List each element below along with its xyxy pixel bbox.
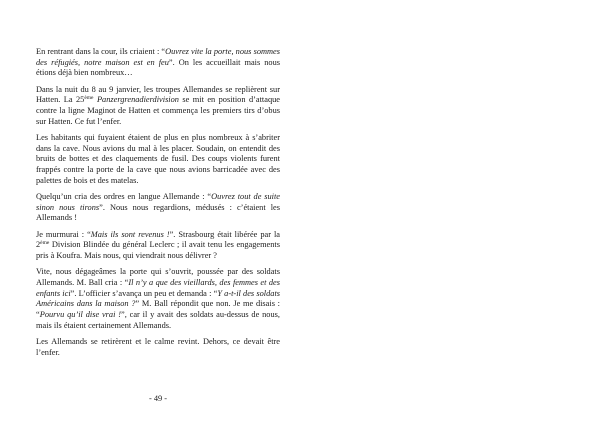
text-run: Quelqu’un cria des ordres en langue Allemande : “	[36, 191, 212, 201]
text-run: ”. Strasbourg était libérée par la 2	[36, 229, 280, 250]
text-run: En rentrant dans la cour, ils criaient : “	[36, 47, 166, 56]
italic-text: Ouvrez vite la porte, nous sommes des réfugiés, notre maison est en feu	[36, 47, 280, 67]
text-run: Dans la nuit du 8 au 9 janvier, les troupes Allemandes se replièrent sur Hatten. La 25	[36, 84, 280, 105]
text-run: Vite, nous dégageâmes la porte qui s’ouvrit, poussée par des soldats Allemands. M. Ball cria : “	[36, 267, 280, 287]
text-run: se mit en position d’attaque contre la ligne Maginot de Hatten et commença les premiers tirs d’obus sur Hatten. Ce fut l’enfer.	[36, 95, 280, 126]
italic-text: Pourvu qu’il dise vrai !	[39, 309, 122, 319]
superscript-text: ème	[40, 240, 50, 247]
text-run: ” M. Ball répondit que non. Je me disais : “	[36, 299, 280, 319]
italic-text: Y a-t-il des soldats Américains dans la maison ?	[36, 288, 281, 309]
text-run: ”. On les accueillait mais nous étions déjà bien nombreux…	[36, 57, 280, 78]
text-run: Division Blindée du général Leclerc ; il avait tenu les engagements pris à Koufra. Mais nous, qui viendrait nous délivrer ?	[36, 240, 280, 260]
text-run: Les habitants qui fuyaient étaient de plus en plus nombreux à s’abriter dans la cave. Nous avions du mal à les placer. Soudain, on entendit des bruits de bottes et des claquements de fusil. Des coups violents furent frappés contre la porte de la cave que nous avions barricadée avec des palettes de bois et des matelas.	[36, 132, 280, 185]
paragraph	[36, 267, 280, 331]
text-run: Je murmurai : “	[36, 229, 91, 239]
text-run: ”, car il y avait des soldats au-dessus de nous, mais ils étaient certainement Allemands.	[36, 309, 280, 330]
italic-text: Ouvrez tout de suite sinon nous tirons	[36, 191, 280, 212]
paragraph	[36, 133, 280, 187]
superscript-text: ème	[84, 95, 94, 102]
paragraph	[36, 230, 280, 262]
body-text	[36, 47, 280, 364]
paragraph	[36, 85, 280, 128]
italic-text: Mais ils sont revenus !	[90, 229, 170, 239]
text-run: Les Allemands se retirèrent et le calme revint. Dehors, ce devait être l’enfer.	[36, 336, 280, 357]
paragraph	[36, 337, 280, 358]
paragraph	[36, 192, 280, 224]
blank-right-page	[300, 0, 600, 424]
text-run: ”. L’officier s’avança un peu et demanda : “	[70, 288, 218, 298]
paragraph	[36, 47, 280, 79]
text-run: ”. Nous nous regardions, médusés : c’étaient les Allemands !	[36, 202, 280, 223]
italic-text: Panzergrenadierdivision	[96, 95, 179, 105]
italic-text: Il n’y a que des vieillards, des femmes et des enfants ici	[36, 277, 280, 298]
page-number: - 49 -	[148, 394, 168, 403]
